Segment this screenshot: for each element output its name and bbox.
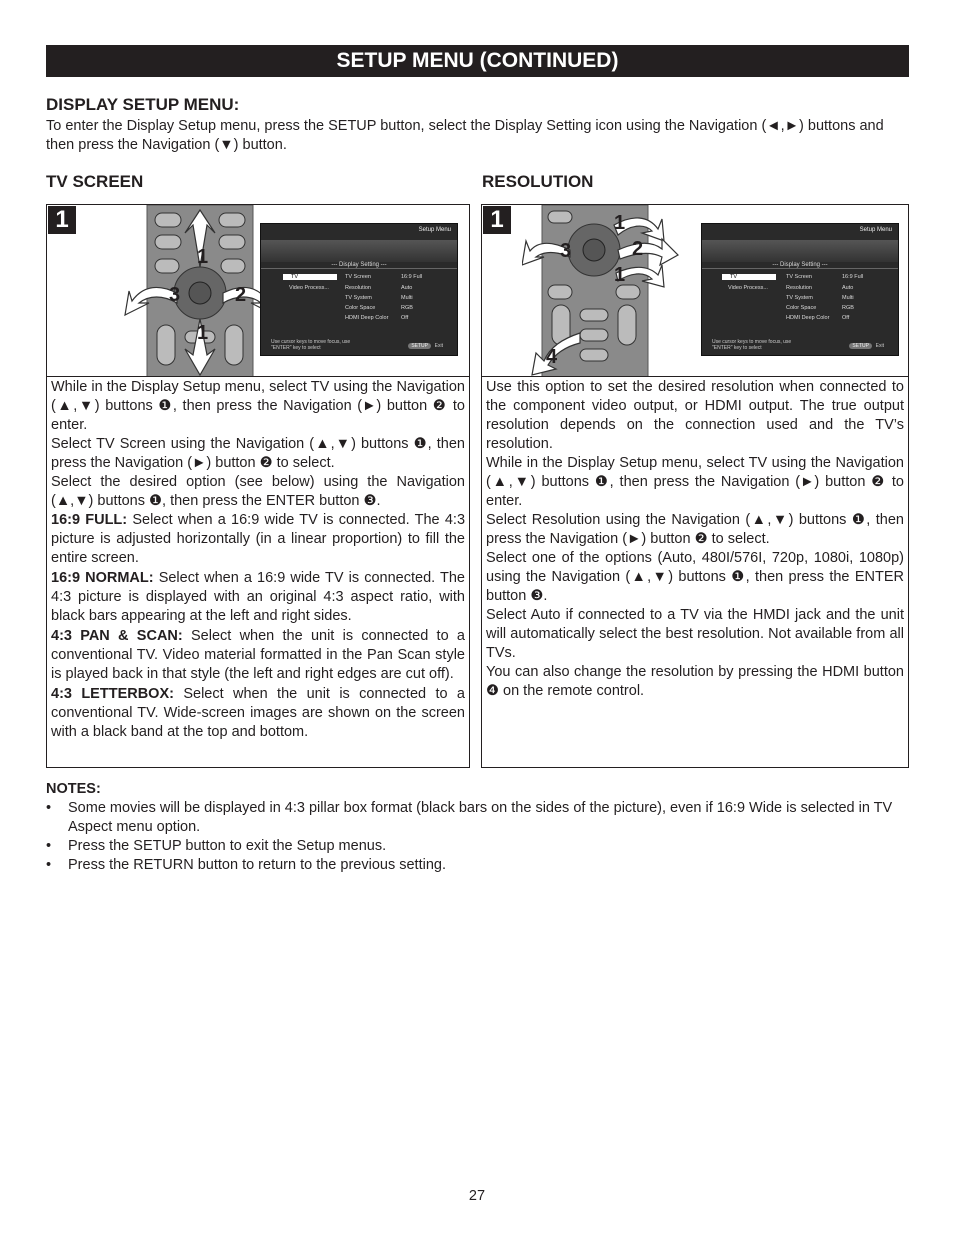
option-16-9-full: 16:9 FULL: Select when a 16:9 wide TV is connected. The 4:3 picture is adjusted horizontally (in a linear proportion) to fill the entire screen. bbox=[51, 512, 466, 566]
note-item: • Press the RETURN button to return to the previous setting. bbox=[46, 856, 912, 875]
osd-row-value: Off bbox=[842, 315, 850, 321]
arrow-label: 2 bbox=[632, 238, 644, 260]
display-setup-heading: DISPLAY SETUP MENU: bbox=[46, 95, 240, 114]
osd-video-item: Video Process... bbox=[289, 285, 329, 291]
osd-tv-item: TV bbox=[283, 274, 337, 280]
osd-row-value: Multi bbox=[842, 295, 854, 301]
display-setup-intro: To enter the Display Setup menu, press the SETUP button, select the Display Setting icon using the Navigation (◄,►) buttons and then press the Navigation (▼) button. bbox=[46, 118, 884, 153]
osd-exit: Exit bbox=[875, 343, 884, 349]
arrow-label: 1 bbox=[614, 212, 626, 234]
osd-row-value: 16:9 Full bbox=[842, 274, 864, 280]
arrow-label: 2 bbox=[235, 284, 247, 306]
osd-row-label: TV Screen bbox=[345, 274, 371, 280]
osd-screen bbox=[260, 223, 458, 356]
osd-icons bbox=[261, 240, 457, 262]
osd-row-value: Multi bbox=[401, 295, 413, 301]
osd-row-label: Resolution bbox=[786, 285, 812, 291]
osd-row-value: RGB bbox=[842, 305, 854, 311]
tv-screen-heading: TV SCREEN bbox=[46, 172, 144, 191]
paragraph: Select one of the options (Auto, 480I/576I, 720p, 1080i, 1080p) using the Navigation (▲,▼) buttons ❶, then press the ENTER button ❸. bbox=[486, 550, 904, 604]
arrow-label: 1 bbox=[197, 322, 209, 344]
osd-row-value: 16:9 Full bbox=[401, 274, 423, 280]
paragraph: Select the desired option (see below) using the Navigation (▲,▼) buttons ❶, then press the ENTER button ❸. bbox=[51, 474, 465, 509]
osd-setup-button: SETUP bbox=[408, 343, 431, 349]
page-number: 27 bbox=[468, 1188, 486, 1204]
osd-section: --- Display Setting --- bbox=[702, 262, 898, 269]
osd-screen bbox=[701, 223, 899, 356]
osd-icons bbox=[702, 240, 898, 262]
paragraph: While in the Display Setup menu, select TV using the Navigation (▲,▼) buttons ❶, then press the Navigation (►) button ❷ to enter. bbox=[51, 379, 465, 433]
osd-row-label: Resolution bbox=[345, 285, 371, 291]
osd-section: --- Display Setting --- bbox=[261, 262, 457, 269]
osd-row-label: HDMI Deep Color bbox=[786, 315, 830, 321]
note-item: • Press the SETUP button to exit the Setup menus. bbox=[46, 837, 912, 856]
osd-tv-item: TV bbox=[722, 274, 776, 280]
osd-row-value: Off bbox=[401, 315, 409, 321]
osd-row-label: TV System bbox=[786, 295, 813, 301]
arrow-label: 3 bbox=[169, 284, 181, 306]
notes-heading: NOTES: bbox=[46, 781, 101, 797]
osd-row-value: RGB bbox=[401, 305, 413, 311]
tv-screen-figure bbox=[46, 204, 470, 377]
osd-exit: Exit bbox=[434, 343, 443, 349]
osd-setup-button: SETUP bbox=[849, 343, 872, 349]
resolution-heading: RESOLUTION bbox=[482, 172, 594, 191]
option-4-3-pan-scan: 4:3 PAN & SCAN: Select when the unit is connected to a conventional TV. Video material formatted in the Pan Scan style is played back in that style (the left and right edges are cut off). bbox=[51, 628, 465, 682]
step-badge: 1 bbox=[48, 206, 76, 234]
paragraph: While in the Display Setup menu, select TV using the Navigation (▲,▼) buttons ❶, then press the Navigation (►) button ❷ to enter. bbox=[486, 455, 904, 509]
arrow-label: 1 bbox=[197, 246, 209, 268]
osd-row-label: TV System bbox=[345, 295, 372, 301]
paragraph: Use this option to set the desired resolution when connected to the component video output, or HDMI output. The true output resolution depends on the connection used and the TV’s resolution. bbox=[486, 379, 904, 452]
step-badge: 1 bbox=[483, 206, 511, 234]
osd-header: Setup Menu bbox=[859, 227, 892, 233]
option-16-9-normal: 16:9 NORMAL: Select when a 16:9 wide TV is connected. The 4:3 picture is displayed with an original 4:3 aspect ratio, with black bars appearing at the left and right sides. bbox=[51, 570, 466, 624]
osd-row-label: TV Screen bbox=[786, 274, 812, 280]
notes-list bbox=[46, 799, 912, 875]
osd-video-item: Video Process... bbox=[728, 285, 768, 291]
resolution-figure bbox=[481, 204, 909, 377]
osd-row-value: Auto bbox=[842, 285, 854, 291]
osd-row-label: Color Space bbox=[345, 305, 376, 311]
note-item: • Some movies will be displayed in 4:3 pillar box format (black bars on the sides of the picture), even if 16:9 Wide is selected in TV Aspect menu option. bbox=[46, 799, 912, 837]
paragraph: Select Resolution using the Navigation (▲,▼) buttons ❶, then press the Navigation (►) button ❷ to select. bbox=[486, 512, 904, 547]
arrow-label: 1 bbox=[614, 264, 626, 286]
paragraph: You can also change the resolution by pressing the HDMI button ❹ on the remote control. bbox=[486, 664, 904, 699]
arrow-label: 3 bbox=[560, 240, 572, 262]
arrow-label: 4 bbox=[546, 346, 558, 368]
osd-row-label: Color Space bbox=[786, 305, 817, 311]
paragraph: Select TV Screen using the Navigation (▲,▼) buttons ❶, then press the Navigation (►) button ❷ to select. bbox=[51, 436, 465, 471]
remote-illustration bbox=[522, 205, 712, 377]
option-4-3-letterbox: 4:3 LETTERBOX: Select when the unit is connected to a conventional TV. Wide-screen images are shown on the screen with a black band at the top and bottom. bbox=[51, 686, 465, 740]
osd-footer: Use cursor keys to move focus, use "ENTER" key to select bbox=[271, 339, 351, 351]
osd-row-value: Auto bbox=[401, 285, 413, 291]
page-title: SETUP MENU (CONTINUED) bbox=[46, 45, 909, 77]
osd-footer: Use cursor keys to move focus, use "ENTER" key to select bbox=[712, 339, 792, 351]
osd-row-label: HDMI Deep Color bbox=[345, 315, 389, 321]
tv-screen-text bbox=[51, 378, 465, 742]
resolution-text bbox=[486, 378, 904, 701]
paragraph: Select Auto if connected to a TV via the HMDI jack and the unit will automatically select the best resolution. Not available from all TVs. bbox=[486, 607, 904, 661]
osd-header: Setup Menu bbox=[418, 227, 451, 233]
